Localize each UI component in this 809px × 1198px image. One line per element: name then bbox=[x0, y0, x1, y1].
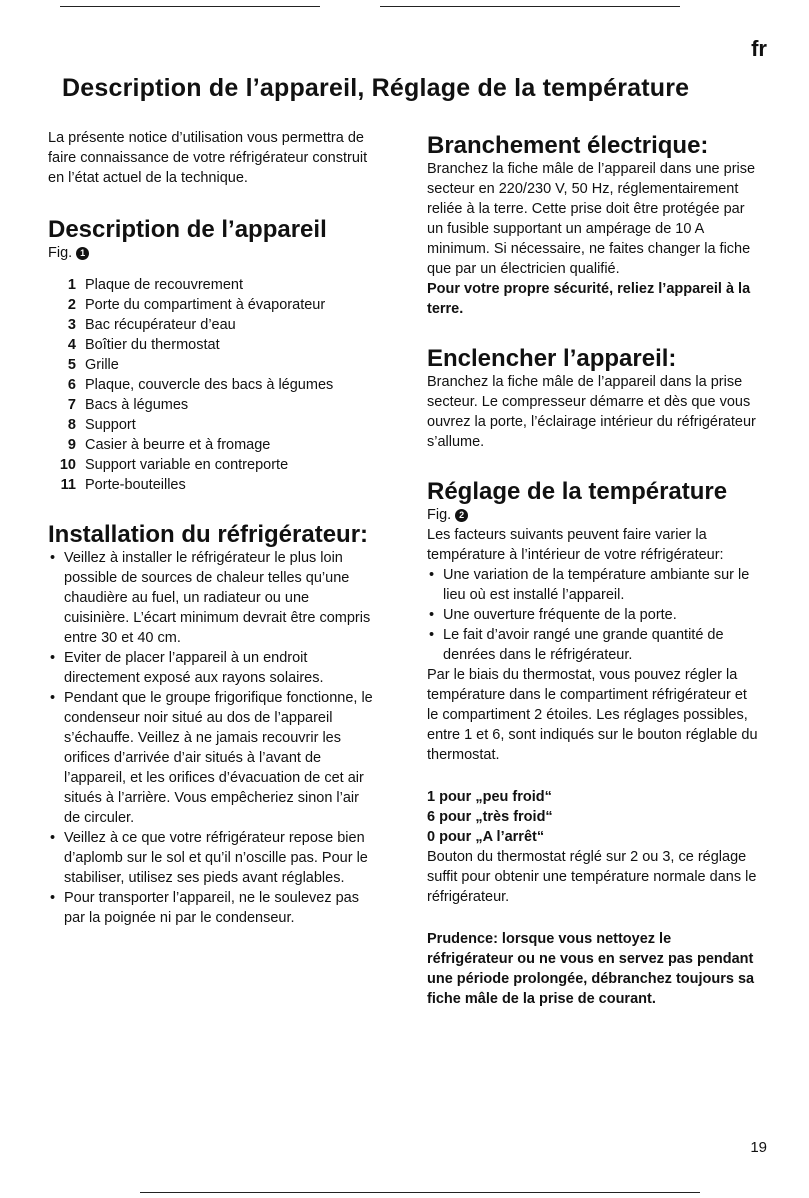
warning-text: Prudence: lorsque vous nettoyez le réfrigérateur ou ne vous en servez pas pendant une période prolongée, débranchez toujours sa fiche mâle de la prise de courant. bbox=[427, 931, 755, 1007]
list-item: • Veillez à installer le réfrigérateur le plus loin possible de sources de chaleur telles qu’une chaudière au fuel, un radiateur ou une cuisinière. L’écart minimum devrait être compris entre 30 et 40 cm. bbox=[48, 548, 376, 648]
list-item: 11 Porte-bouteilles bbox=[60, 477, 186, 493]
list-item: 7 Bacs à légumes bbox=[67, 397, 189, 413]
list-item: 3 Bac récupérateur d’eau bbox=[67, 317, 236, 333]
page-title: Description de l’appareil, Réglage de la température bbox=[62, 74, 690, 102]
intro-text: La présente notice d’utilisation vous permettra de faire connaissance de votre réfrigérateur construit en l’état actuel de la technique. bbox=[48, 130, 368, 186]
reglage-heading: Réglage de la température bbox=[427, 478, 728, 505]
list-item: • Une variation de la température ambiante sur le lieu où est installé l’appareil. bbox=[427, 565, 759, 605]
list-item: 4 Boîtier du thermostat bbox=[67, 337, 220, 353]
left-column bbox=[48, 128, 376, 928]
installation-bullets bbox=[48, 548, 376, 928]
bottom-scan-line bbox=[140, 1192, 700, 1193]
fig-label: Fig. bbox=[427, 507, 452, 523]
installation-heading: Installation du réfrigérateur: bbox=[48, 521, 369, 548]
reglage-bullets bbox=[427, 565, 759, 665]
fig-number-badge: 2 bbox=[455, 509, 468, 522]
right-column bbox=[427, 132, 759, 1009]
figure-reference-2 bbox=[427, 505, 759, 525]
description-heading: Description de l’appareil bbox=[48, 216, 327, 243]
language-code: fr bbox=[751, 36, 767, 61]
list-item: • Une ouverture fréquente de la porte. bbox=[427, 605, 759, 625]
branchement-heading: Branchement électrique: bbox=[427, 132, 709, 159]
list-item: • Pendant que le groupe frigorifique fonctionne, le condenseur noir situé au dos de l’appareil s’échauffe. Veillez à ne jamais recouvrir les orifices d’arrivée d’air situés à l’avant de l’appareil, et les orifices d’évacuation de cet air situés à l’arrière. Vous empêcheriez sinon l’air de circuler. bbox=[48, 688, 376, 828]
list-item: • Le fait d’avoir rangé une grande quantité de denrées dans le réfrigérateur. bbox=[427, 625, 759, 665]
list-item: 6 Plaque, couvercle des bacs à légumes bbox=[67, 377, 334, 393]
thermostat-setting: 0 pour „A l’arrêt“ bbox=[427, 829, 545, 845]
top-scan-line bbox=[60, 6, 320, 7]
list-item: 8 Support bbox=[67, 417, 136, 433]
list-item: • Veillez à ce que votre réfrigérateur repose bien d’aplomb sur le sol et qu’il n’oscille pas. Pour le stabiliser, utilisez ses pieds avant réglables. bbox=[48, 828, 376, 888]
figure-reference-1 bbox=[48, 243, 376, 263]
thermostat-after-text: Bouton du thermostat réglé sur 2 ou 3, ce réglage suffit pour obtenir une température normale dans le réfrigérateur. bbox=[427, 849, 757, 905]
list-item: 5 Grille bbox=[67, 357, 119, 373]
safety-note: Pour votre propre sécurité, reliez l’appareil à la terre. bbox=[427, 281, 751, 317]
list-item: 10 Support variable en contreporte bbox=[59, 457, 289, 473]
branchement-text: Branchez la fiche mâle de l’appareil dans une prise secteur en 220/230 V, 50 Hz, réglementairement reliée à la terre. Cette prise doit être protégée par un fusible supportant un ampérage de 10 A minimum. Si nécessaire, ne faites changer la fiche que par un électricien qualifié. bbox=[427, 161, 756, 277]
thermostat-setting: 6 pour „très froid“ bbox=[427, 809, 553, 825]
list-item: 2 Porte du compartiment à évaporateur bbox=[67, 297, 326, 313]
top-scan-line-right bbox=[380, 6, 680, 7]
page-number: 19 bbox=[750, 1139, 767, 1156]
thermostat-setting: 1 pour „peu froid“ bbox=[427, 789, 552, 805]
fig-label: Fig. bbox=[48, 245, 73, 261]
list-item: • Eviter de placer l’appareil à un endroit directement exposé aux rayons solaires. bbox=[48, 648, 376, 688]
list-item: • Pour transporter l’appareil, ne le soulevez pas par la poignée ni par le condenseur. bbox=[48, 888, 376, 928]
list-item: 1 Plaque de recouvrement bbox=[67, 277, 243, 293]
fig-number-badge: 1 bbox=[76, 247, 89, 260]
reglage-intro: Les facteurs suivants peuvent faire varier la température à l’intérieur de votre réfrigérateur: bbox=[427, 527, 724, 563]
list-item: 9 Casier à beurre et à fromage bbox=[67, 437, 271, 453]
parts-list bbox=[48, 275, 376, 495]
thermostat-text: Par le biais du thermostat, vous pouvez régler la température dans le compartiment réfrigérateur et le compartiment 2 étoiles. Les réglages possibles, entre 1 et 6, sont indiqués sur le bouton réglable du thermostat. bbox=[427, 667, 758, 763]
enclencher-text: Branchez la fiche mâle de l’appareil dans la prise secteur. Le compresseur démarre et dès que vous ouvrez la porte, l’éclairage intérieur du réfrigérateur s’allume. bbox=[427, 374, 756, 450]
enclencher-heading: Enclencher l’appareil: bbox=[427, 345, 677, 372]
